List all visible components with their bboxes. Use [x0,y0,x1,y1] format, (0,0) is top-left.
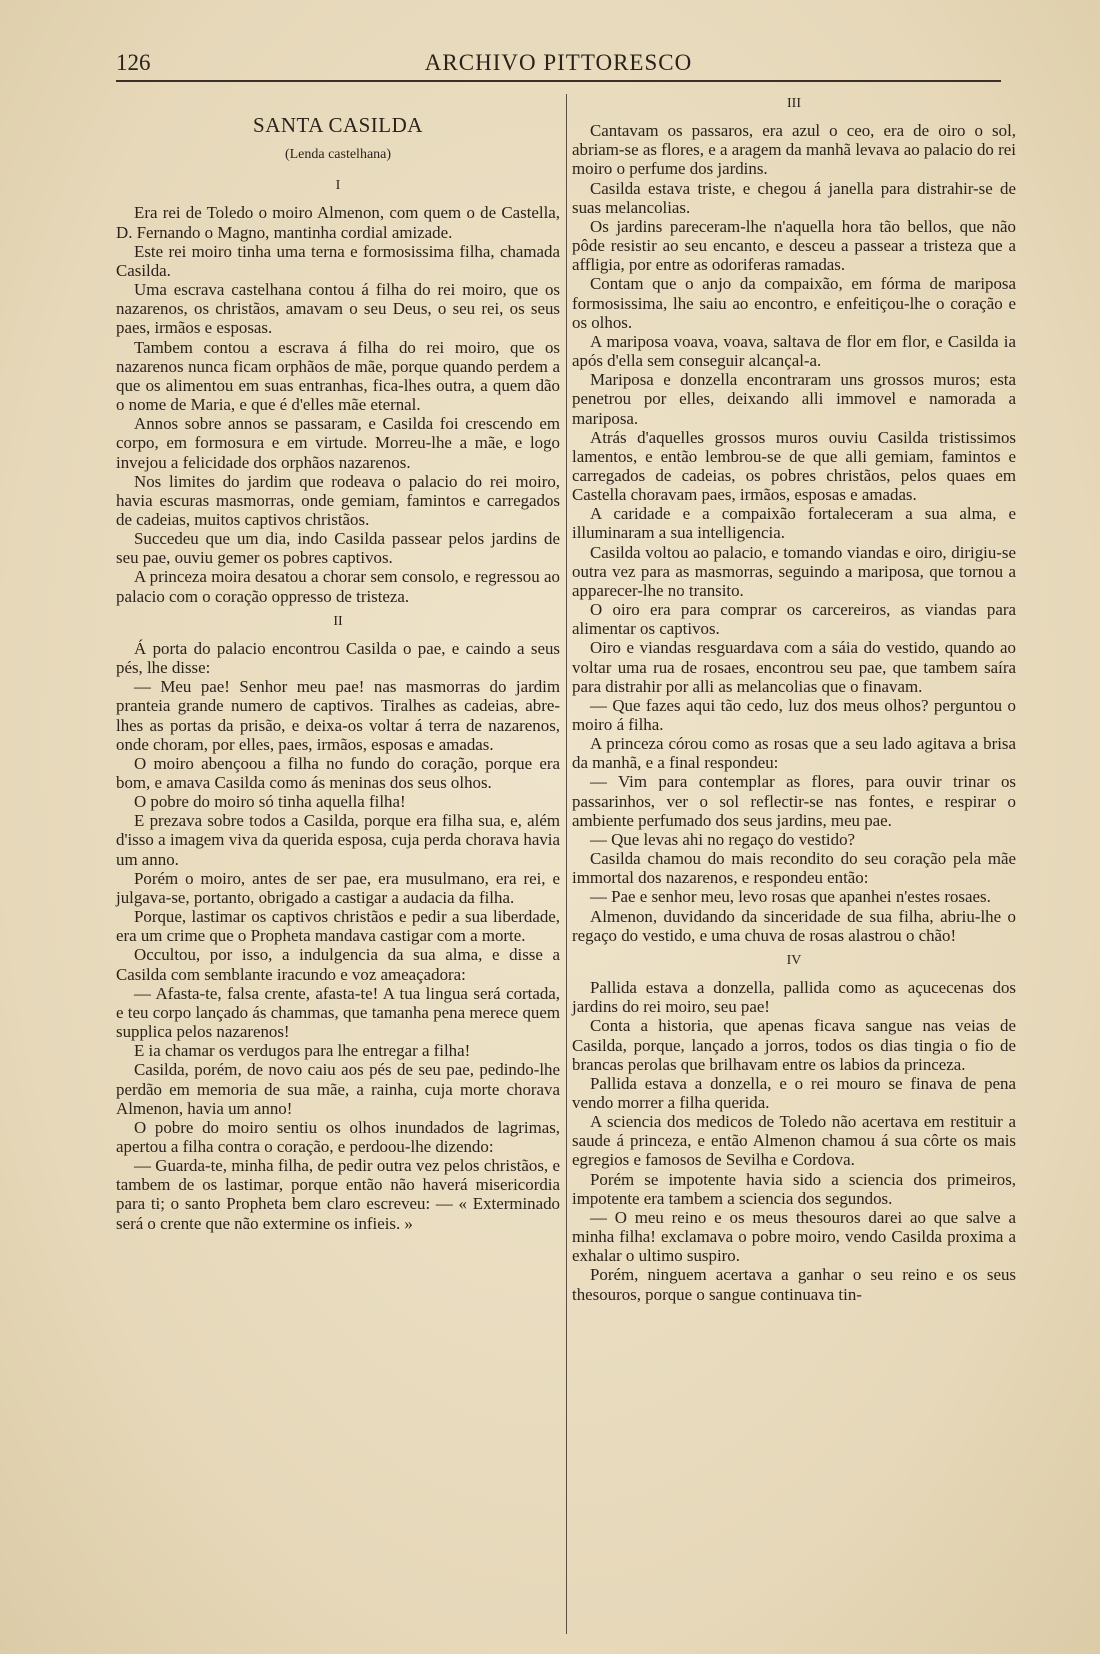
paragraph: Porém, ninguem acertava a ganhar o seu reino e os seus thesouros, porque o sangue continuava tin- [572,1265,1016,1304]
paragraph: E ia chamar os verdugos para lhe entregar a filha! [134,1041,471,1061]
article-subtitle: (Lenda castelhana) [284,147,392,163]
page-header [116,48,1001,80]
paragraph: O pobre do moiro só tinha aquella filha! [134,792,406,812]
column-divider [566,94,567,1634]
paragraph: A princeza córou como as rosas que a seu lado agitava a brisa da manhã, e a final respondeu: [572,734,1016,773]
paragraph: O moiro abençoou a filha no fundo do coração, porque era bom, e amava Casilda como ás meninas dos seus olhos. [116,753,560,792]
paragraph: Almenon, duvidando da sinceridade de sua filha, abriu-lhe o regaço do vestido, e uma chuva de rosas alastrou o chão! [572,906,1016,945]
paragraph: Nos limites do jardim que rodeava o palacio do rei moiro, havia escuras masmorras, onde gemiam, famintos e carregados de cadeias, muitos captivos christãos. [116,471,560,529]
header-rule [116,80,1001,82]
paragraph: Porque, lastimar os captivos christãos e pedir a sua liberdade, era um crime que o Propheta mandava castigar com a morte. [116,907,560,946]
paragraph: A sciencia dos medicos de Toledo não acertava em restituir a saude á princeza, e então Almenon chamou á sua côrte os mais egregios e famosos de Sevilha e Cordova. [572,1112,1016,1170]
section-numeral: I [335,178,341,194]
paragraph: Casilda chamou do mais recondito do seu coração pela mãe immortal dos nazarenos, e respondeu então: [572,849,1016,888]
paragraph: Porém o moiro, antes de ser pae, era musulmano, era rei, e julgava-se, portanto, obrigado a castigar a audacia da filha. [116,868,560,907]
paragraph: E prezava sobre todos a Casilda, porque era filha sua, e, além d'isso a imagem viva da querida esposa, cuja perda chorava havia um anno. [116,811,560,869]
paragraph: Cantavam os passaros, era azul o ceo, era de oiro o sol, abriam-se as flores, e a aragem da manhã levava ao palacio do rei moiro o perfume dos jardins. [572,121,1016,179]
section-numeral: IV [786,952,802,968]
paragraph: — Guarda-te, minha filha, de pedir outra vez pelos christãos, e tambem de os lastimar, porque então não haverá misericordia para ti; o santo Propheta bem claro escreveu: — « Exterminado será o crente que não extermine os infieis. » [116,1156,560,1233]
paragraph: Conta a historia, que apenas ficava sangue nas veias de Casilda, porque, lançado a jorros, todos os dias tingia o fio de brancas perolas que brilhavam entre os labios da princeza. [572,1016,1016,1074]
paragraph: A princeza moira desatou a chorar sem consolo, e regressou ao palacio com o coração oppresso de tristeza. [116,567,560,606]
paragraph: Uma escrava castelhana contou á filha do rei moiro, que os nazarenos, os christãos, amavam o seu Deus, o seu rei, os seus paes, irmãos e esposas. [116,280,560,338]
paragraph: Oiro e viandas resguardava com a sáia do vestido, quando ao voltar uma rua de rosaes, encontrou seu pae, que tambem saíra para distrahir por alli as melancolias que o finavam. [572,638,1016,696]
paragraph: — Pae e senhor meu, levo rosas que apanhei n'estes rosaes. [590,887,991,907]
right-column [572,92,1016,1304]
article-title: SANTA CASILDA [253,113,423,137]
paragraph: — Meu pae! Senhor meu pae! nas masmorras do jardim pranteia grande numero de captivos. Tiralhes as cadeias, abre-lhes as portas da prisão, e deixa-os voltar á terra de nazarenos, onde choram, por elles, paes, irmãos, esposas e amadas. [116,677,560,754]
paragraph: Pallida estava a donzella, e o rei mouro se finava de pena vendo morrer a filha querida. [572,1073,1016,1112]
paragraph: Este rei moiro tinha uma terna e formosissima filha, chamada Casilda. [116,241,560,280]
paragraph: — Que fazes aqui tão cedo, luz dos meus olhos? perguntou o moiro á filha. [572,695,1016,734]
paragraph: Tambem contou a escrava á filha do rei moiro, que os nazarenos nunca ficam orphãos de mãe, porque quando perdem a que os alimentou em suas entranhas, fica-lhes outra, a quem dão o nome de Maria, e que é d'elles mãe eternal. [116,337,560,415]
paragraph: — Que levas ahi no regaço do vestido? [590,829,856,849]
running-title: ARCHIVO PITTORESCO [424,50,693,75]
paragraph: Contam que o anjo da compaixão, em fórma de mariposa formosissima, lhe saiu ao encontro, e enfeitiçou-lhe o coração e os olhos. [572,274,1016,332]
paragraph: Succedeu que um dia, indo Casilda passear pelos jardins de seu pae, ouviu gemer os pobres captivos. [116,529,560,568]
paragraph: A mariposa voava, voava, saltava de flor em flor, e Casilda ia após d'ella sem conseguir alcançal-a. [572,331,1016,371]
paragraph: Casilda, porém, de novo caiu aos pés de seu pae, pedindo-lhe perdão em memoria de sua mãe, a rainha, cuja morte chorava Almenon, havia um anno! [116,1060,560,1118]
paragraph: O pobre do moiro sentiu os olhos inundados de lagrimas, apertou a filha contra o coração, e perdoou-lhe dizendo: [116,1117,560,1156]
paragraph: Á porta do palacio encontrou Casilda o pae, e caindo a seus pés, lhe disse: [116,638,560,678]
section-numeral: II [333,613,343,629]
paragraph: Era rei de Toledo o moiro Almenon, com quem o de Castella, D. Fernando o Magno, mantinha cordial amizade. [116,203,560,242]
paragraph: — O meu reino e os meus thesouros darei ao que salve a minha filha! exclamava o pobre moiro, vendo Casilda proxima a exhalar o ultimo suspiro. [572,1207,1016,1266]
page-number: 126 [116,50,151,75]
paragraph: — Afasta-te, falsa crente, afasta-te! A tua lingua será cortada, e teu corpo lançado ás chammas, que tamanha pena merece quem supplica pelos nazarenos! [116,983,560,1042]
paragraph: Mariposa e donzella encontraram uns grossos muros; esta penetrou por elles, deixando alli immovel e namorada a mariposa. [572,370,1016,428]
paragraph: O oiro era para comprar os carcereiros, as viandas para alimentar os captivos. [572,600,1016,639]
paragraph: Porém se impotente havia sido a sciencia dos primeiros, impotente era tambem a sciencia dos segundos. [572,1169,1016,1208]
left-column [116,92,560,1233]
paragraph: Annos sobre annos se passaram, e Casilda foi crescendo em corpo, em formosura e em virtude. Morreu-lhe a mãe, e logo invejou a felicidade dos orphãos nazarenos. [116,414,560,472]
paragraph: — Vim para contemplar as flores, para ouvir trinar os passarinhos, ver o sol reflectir-se nas fontes, e respirar o ambiente perfumado dos seus jardins, meu pae. [572,772,1016,830]
paragraph: A caridade e a compaixão fortaleceram a sua alma, e illuminaram a sua intelligencia. [572,504,1016,543]
paragraph: Os jardins pareceram-lhe n'aquella hora tão bellos, que não pôde resistir ao seu encanto, e desceu a passear a tristeza que a affligia, por entre as odoriferas ramadas. [572,216,1016,275]
paragraph: Atrás d'aquelles grossos muros ouviu Casilda tristissimos lamentos, e então lembrou-se de que alli gemiam, famintos e carregados de cadeias, os pobres christãos, pelos quaes em Castella choravam paes, irmãos, esposas e amadas. [572,427,1016,505]
paragraph: Pallida estava a donzella, pallida como as açucecenas dos jardins do rei moiro, seu pae! [572,978,1016,1017]
paragraph: Casilda voltou ao palacio, e tomando viandas e oiro, dirigiu-se outra vez para as masmorras, seguindo a mariposa, que tornou a apparecer-lhe no transito. [572,542,1016,600]
paragraph: Casilda estava triste, e chegou á janella para distrahir-se de suas melancolias. [572,178,1016,217]
paragraph: Occultou, por isso, a indulgencia da sua alma, e disse a Casilda com semblante iracundo e voz ameaçadora: [116,945,560,984]
section-numeral: III [787,96,801,111]
